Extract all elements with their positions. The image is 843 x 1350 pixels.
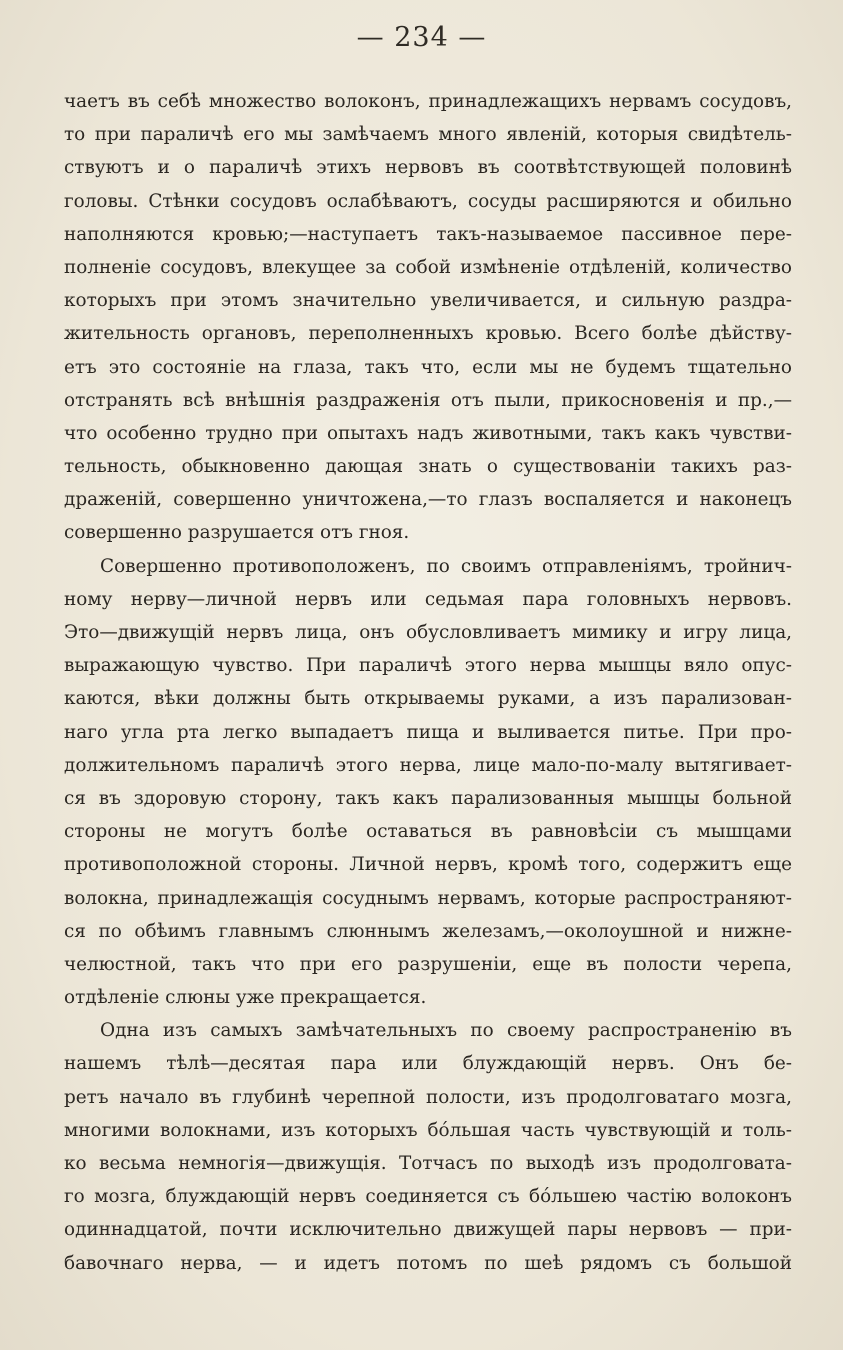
text-line: выражающую чувство. При параличѣ этого нерва мышцы вяло опус-	[64, 655, 792, 677]
text-line: драженій, совершенно уничтожена,—то глазъ воспаляется и наконецъ	[64, 489, 792, 511]
text-line: ретъ начало въ глубинѣ черепной полости, изъ продолговатаго мозга,	[64, 1086, 792, 1108]
text-line: совершенно разрушается отъ гноя.	[64, 522, 410, 544]
text-line: многими волокнами, изъ которыхъ бо́льшая часть чувствующій и толь-	[64, 1119, 792, 1141]
text-line: Совершенно противоположенъ, по своимъ отправленіямъ, тройнич-	[100, 555, 792, 577]
text-line: етъ это состояніе на глаза, такъ что, если мы не будемъ тщательно	[64, 356, 792, 378]
text-line: волокна, принадлежащія сосуднымъ нервамъ, которые распространяют-	[64, 887, 792, 909]
text-line: го мозга, блуждающій нервъ соединяется съ бо́льшею частію волоконъ	[64, 1186, 792, 1208]
text-line: челюстной, такъ что при его разрушеніи, еще въ полости черепа,	[64, 953, 792, 975]
text-line: ному нерву—личной нервъ или седьмая пара головныхъ нервовъ.	[64, 588, 792, 610]
text-line: ствуютъ и о параличѣ этихъ нервовъ въ соотвѣтствующей половинѣ	[64, 157, 792, 179]
text-line: ко весьма немногія—движущія. Тотчасъ по выходѣ изъ продолговата-	[64, 1153, 792, 1174]
text-line: отстранять всѣ внѣшнія раздраженія отъ пыли, прикосновенія и пр.,—	[64, 389, 792, 411]
text-line: бавочнаго нерва, — и идетъ потомъ по шеѣ рядомъ съ большой	[64, 1252, 792, 1274]
text-line: Одна изъ самыхъ замѣчательныхъ по своему распространенію въ	[100, 1020, 792, 1042]
text-line: чаетъ въ себѣ множество волоконъ, принадлежащихъ нервамъ сосудовъ,	[64, 91, 792, 112]
text-line: противоположной стороны. Личной нервъ, кромѣ того, содержитъ еще	[64, 854, 792, 876]
text-line: нашемъ тѣлѣ—десятая пара или блуждающій нервъ. Онъ бе-	[64, 1053, 792, 1075]
paragraph	[64, 550, 792, 1015]
text-line: тельность, обыкновенно дающая знать о существованіи такихъ раз-	[64, 456, 792, 478]
text-line: что особенно трудно при опытахъ надъ животными, такъ какъ чувстви-	[64, 422, 792, 444]
text-line: должительномъ параличѣ этого нерва, лице мало-по-малу вытягивает-	[64, 754, 792, 776]
text-line: Это—движущій нервъ лица, онъ обусловливаетъ мимику и игру лица,	[64, 622, 792, 643]
text-line: каются, вѣки должны быть открываемы руками, а изъ парализован-	[64, 688, 792, 710]
paragraph	[64, 1014, 792, 1280]
text-line: одиннадцатой, почти исключительно движущей пары нервовъ — при-	[64, 1219, 792, 1241]
text-line: стороны не могутъ болѣе оставаться въ равновѣсіи съ мышцами	[64, 821, 792, 843]
page-number: — 234 —	[356, 22, 487, 53]
text-line: ся въ здоровую сторону, такъ какъ парализованныя мышцы больной	[64, 787, 792, 809]
text-line: то при параличѣ его мы замѣчаемъ много явленій, которыя свидѣтель-	[64, 124, 792, 146]
text-line: наго угла рта легко выпадаетъ пища и выливается питье. При про-	[64, 721, 792, 743]
body-text	[64, 85, 792, 1280]
text-line: отдѣленіе слюны уже прекращается.	[64, 987, 427, 1009]
text-line: ся по обѣимъ главнымъ слюннымъ железамъ,—околоушной и нижне-	[64, 920, 792, 942]
text-line: полненіе сосудовъ, влекущее за собой измѣненіе отдѣленій, количество	[64, 256, 792, 278]
text-line: которыхъ при этомъ значительно увеличивается, и сильную раздра-	[64, 290, 792, 312]
text-line: наполняются кровью;—наступаетъ такъ-называемое пассивное пере-	[64, 223, 792, 245]
text-line: жительность органовъ, переполненныхъ кровью. Всего болѣе дѣйству-	[64, 323, 792, 345]
paragraph	[64, 85, 792, 550]
text-line: головы. Стѣнки сосудовъ ослабѣваютъ, сосуды расширяются и обильно	[64, 190, 792, 212]
